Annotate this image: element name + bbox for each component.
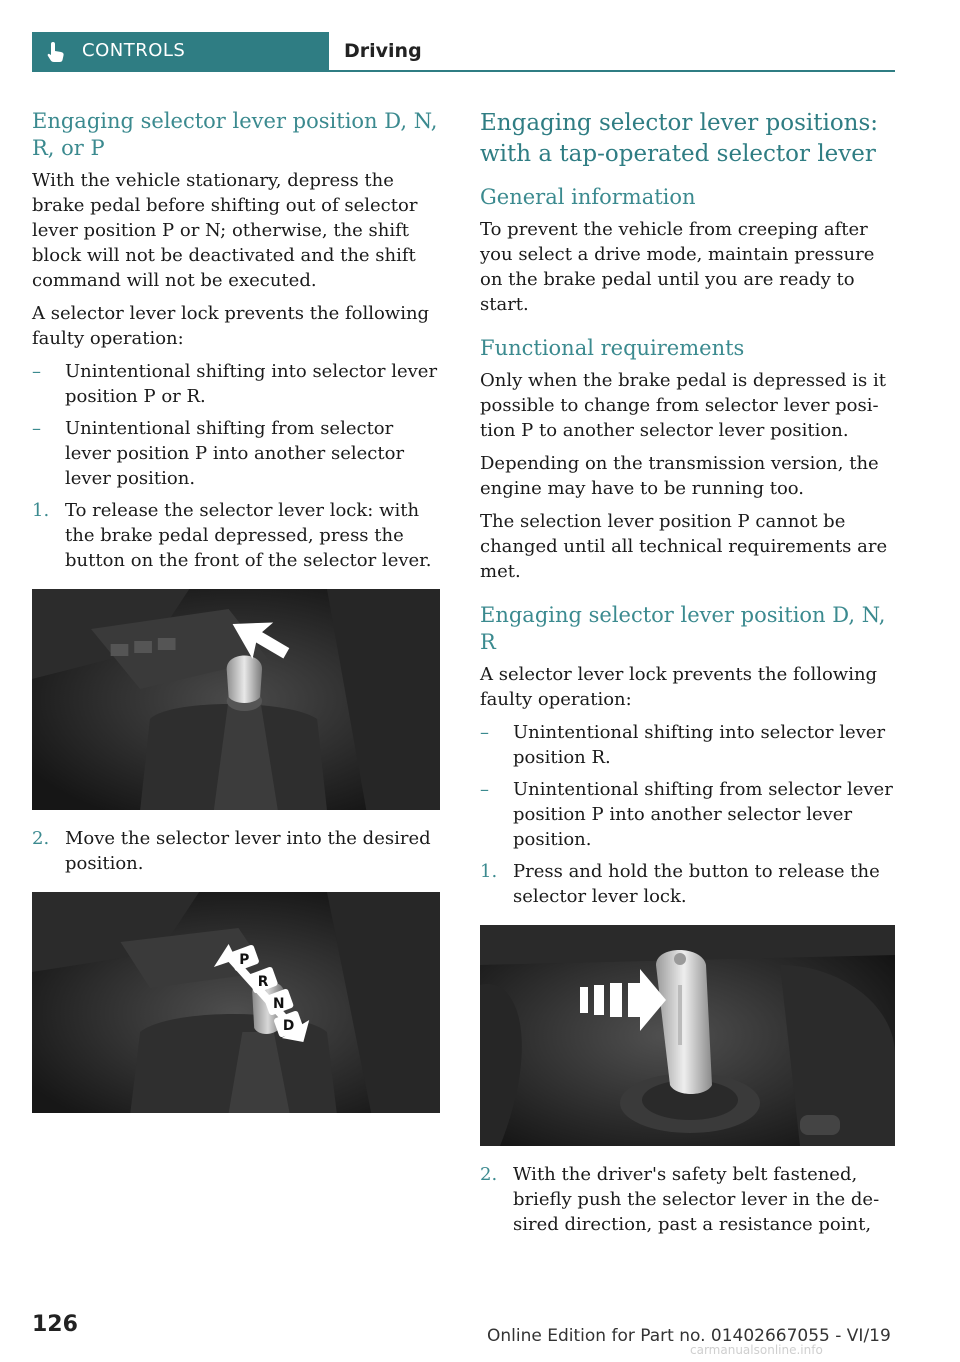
figure-tap-selector-lever bbox=[480, 925, 895, 1146]
watermark: carmanualsonline.info bbox=[690, 1343, 823, 1357]
figure-selector-lever-button bbox=[32, 589, 440, 810]
section-tab bbox=[32, 32, 329, 70]
general-text: To prevent the vehicle from creeping after you select a drive mode, maintain pressure on the brake pedal until you are ready to start. bbox=[480, 219, 875, 315]
right-column bbox=[480, 108, 895, 1245]
position-label-n: N bbox=[273, 995, 285, 1013]
functional-paragraph-2: Depending on the transmission version, the engine may have to be running too. bbox=[480, 453, 879, 499]
list-item-text: Unintentional shifting into selector lever position P or R. bbox=[65, 361, 438, 407]
step-text: Move the selector lever into the desired position. bbox=[65, 828, 431, 874]
left-heading: Engaging selector lever position D, N, R, or P bbox=[32, 109, 438, 160]
position-label-r: R bbox=[257, 973, 269, 991]
right-step-list bbox=[480, 1162, 895, 1237]
list-marker: – bbox=[480, 722, 489, 743]
list-item bbox=[32, 416, 440, 491]
page-header bbox=[32, 32, 895, 72]
engaging-paragraph-1: A selector lever lock prevents the following faulty operation: bbox=[480, 664, 878, 710]
functional-heading: Functional requirements bbox=[480, 336, 745, 360]
figure-selector-lever-positions bbox=[32, 892, 440, 1113]
step-text: To release the selector lever lock: with the brake pedal depressed, press the button on the front of the selector lever. bbox=[65, 500, 432, 571]
list-marker: – bbox=[480, 779, 489, 800]
list-item bbox=[480, 859, 895, 909]
chapter-title: Driving bbox=[344, 40, 422, 62]
left-column bbox=[32, 108, 440, 1129]
position-label-d: D bbox=[282, 1017, 295, 1035]
list-item bbox=[32, 359, 440, 409]
list-item bbox=[32, 498, 440, 573]
left-paragraph-1: With the vehicle stationary, depress the brake pedal before shifting out of selector lever position P or N; otherwise, the shift block will not be deactivated and the shift command will not be executed. bbox=[32, 170, 418, 291]
right-bullet-list bbox=[480, 720, 895, 909]
step-text: Press and hold the button to release the selector lever lock. bbox=[513, 861, 880, 907]
step-text: With the driver's safety belt fastened, briefly push the selector lever in the de‐ sired direction, past a resistance point, bbox=[513, 1164, 880, 1235]
list-item-text: Unintentional shifting into selector lever position R. bbox=[513, 722, 886, 768]
engaging-heading: Engaging selector lever position D, N, R bbox=[480, 603, 886, 654]
list-item bbox=[480, 777, 895, 852]
list-item-text: Unintentional shifting from selector lever position P into another selector lever position. bbox=[65, 418, 405, 489]
step-number: 1. bbox=[480, 861, 498, 882]
left-step-list bbox=[32, 826, 440, 876]
left-paragraph-2: A selector lever lock prevents the following faulty operation: bbox=[32, 303, 430, 349]
functional-paragraph-3: The selection lever position P cannot be changed until all technical requirements are met. bbox=[480, 511, 888, 582]
list-marker: – bbox=[32, 361, 41, 382]
list-item-text: Unintentional shifting from selector lever position P into another selector lever position. bbox=[513, 779, 893, 850]
functional-paragraph-1: Only when the brake pedal is depressed is it possible to change from selector lever posi‐ tion P to another selector lever position. bbox=[480, 370, 886, 441]
left-bullet-list bbox=[32, 359, 440, 573]
right-title: Engaging selector lever positions: with a tap-operated selector lever bbox=[480, 110, 879, 167]
list-marker: – bbox=[32, 418, 41, 439]
section-label: CONTROLS bbox=[82, 40, 186, 61]
list-item bbox=[480, 1162, 895, 1237]
list-item bbox=[32, 826, 440, 876]
position-label-p: P bbox=[239, 951, 250, 969]
list-item bbox=[480, 720, 895, 770]
step-number: 2. bbox=[480, 1164, 498, 1185]
step-number: 2. bbox=[32, 828, 50, 849]
general-heading: General information bbox=[480, 185, 696, 209]
edition-footer: Online Edition for Part no. 01402667055 - VI/19 bbox=[487, 1326, 891, 1346]
hand-pointer-icon bbox=[46, 41, 66, 63]
page-number: 126 bbox=[32, 1312, 78, 1337]
step-number: 1. bbox=[32, 500, 50, 521]
